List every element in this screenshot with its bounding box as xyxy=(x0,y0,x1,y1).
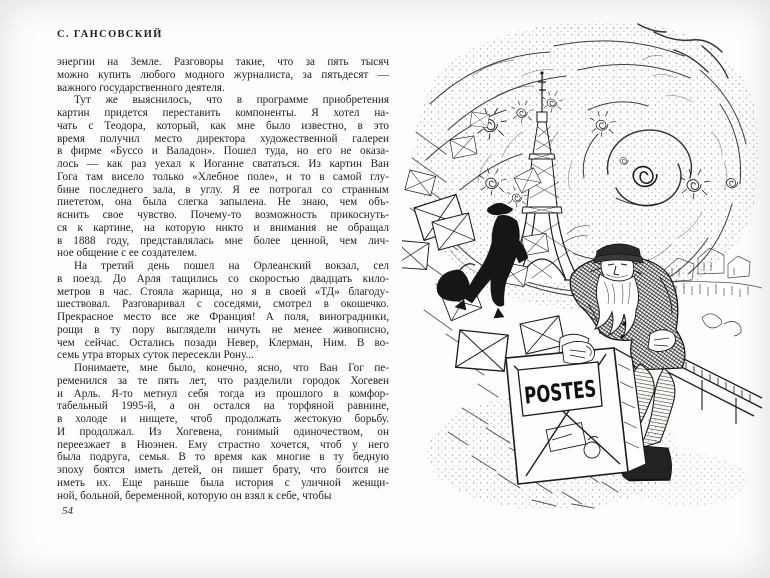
page-number: 54 xyxy=(62,505,73,517)
text-line: чем сейчас. Остались позади Невер, Клерман, Ним. В во- xyxy=(57,336,389,349)
paragraph xyxy=(57,94,389,260)
text-line: энергии на Земле. Разговоры такие, что за пять тысяч xyxy=(57,56,389,68)
text-line: была подруга, семья. В то время как многие в ту бедную xyxy=(57,451,389,464)
text-line: Прекрасное место все же Франция! А поля, виноградники, xyxy=(57,311,389,323)
right-page xyxy=(395,0,770,578)
text-line: пиететом, она была слегка запылена. Не знаю, чем объ- xyxy=(57,196,389,209)
text-line: важного государственного деятеля. xyxy=(57,81,225,94)
paragraph xyxy=(57,56,389,94)
text-line: в 1888 году, представлялась мне более ценной, чем лич- xyxy=(57,234,389,247)
postman-left-hand xyxy=(562,341,595,363)
text-line: рощи в ту пору выглядели ничуть не менее живописно, xyxy=(57,323,389,336)
text-line: в фирме «Буссо и Валадон». Пошел туда, но его не оказа- xyxy=(57,145,389,158)
illustration-svg xyxy=(402,12,767,517)
text-line: время получил место директора художественной галереи xyxy=(57,132,389,145)
text-line: лось — как раз уехал к Иоганне свататься. Из картин Ван xyxy=(57,158,389,170)
text-line: Гога там висело только «Хлебное поле», и то в самой глу- xyxy=(57,170,389,183)
text-line: шествовал. Разговаривал с соседями, смотрел в окошечко. xyxy=(57,298,389,311)
paragraph xyxy=(57,260,389,362)
text-line: Тут же выяснилось, что в программе приобретения xyxy=(74,94,389,107)
postes-crate-label: POSTES xyxy=(523,373,627,410)
text-line: ное общение с ее создателем. xyxy=(57,247,197,260)
text-line: и Арль. Я-то метнул себя тогда из прошлого в комфор- xyxy=(57,387,389,400)
text-line: ной, больной, беременной, которую он взял к себе, чтобы xyxy=(57,489,332,502)
text-line: эпоху боятся иметь детей, он пишет брату, что боится не xyxy=(57,464,389,476)
text-line: можно купить любого модного журналиста, за пятьдесят — xyxy=(57,68,389,81)
body-text xyxy=(57,56,389,502)
text-line: семь утра вторых суток пересекли Рону... xyxy=(57,349,254,362)
postes-crate xyxy=(506,348,646,484)
text-line: табельный 1995-й, а он остался на торфяной равнине, xyxy=(57,400,389,413)
text-line: На третий день пошел на Орлеанский вокзал, сел xyxy=(74,260,389,272)
text-line: переезжает в Нюэнен. Ему страстно хочется, чтоб у него xyxy=(57,438,389,451)
text-line: чать с Теодора, который, как мне было известно, в это xyxy=(57,119,389,132)
illustration xyxy=(402,12,767,517)
text-line: И продолжал. Из Хогевена, гонимый одиночеством, он xyxy=(57,425,389,438)
text-line: метров в час. Стояла жарища, но я в своей «ТД» благоду- xyxy=(57,285,389,298)
text-line: яснить свое чувство. Почему-то возможность прикоснуть- xyxy=(57,209,389,221)
running-head: С. ГАНСОВСКИЙ xyxy=(57,29,163,40)
text-line: иметь их. Еще раньше была история с уличной женщи- xyxy=(57,476,389,489)
paragraph xyxy=(57,362,389,502)
text-line: Понимаете, мне было, конечно, ясно, что Ван Гог пе- xyxy=(74,362,389,374)
text-line: ременился за те пять лет, что разделили городок Хогевен xyxy=(57,374,389,387)
text-line: бине последнего зала, в углу. Я ее потрогал со странным xyxy=(57,183,389,196)
text-line: ся к картине, на которую никто и внимания не обращал xyxy=(57,221,389,234)
text-line: картин придется переставить компоненты. Я хотел на- xyxy=(57,107,389,119)
text-line: в холоде и нищете, чтоб продолжать жестокую борьбу. xyxy=(57,413,389,425)
text-line: в поезд. До Арля тащились со скоростью двадцать кило- xyxy=(57,272,389,285)
